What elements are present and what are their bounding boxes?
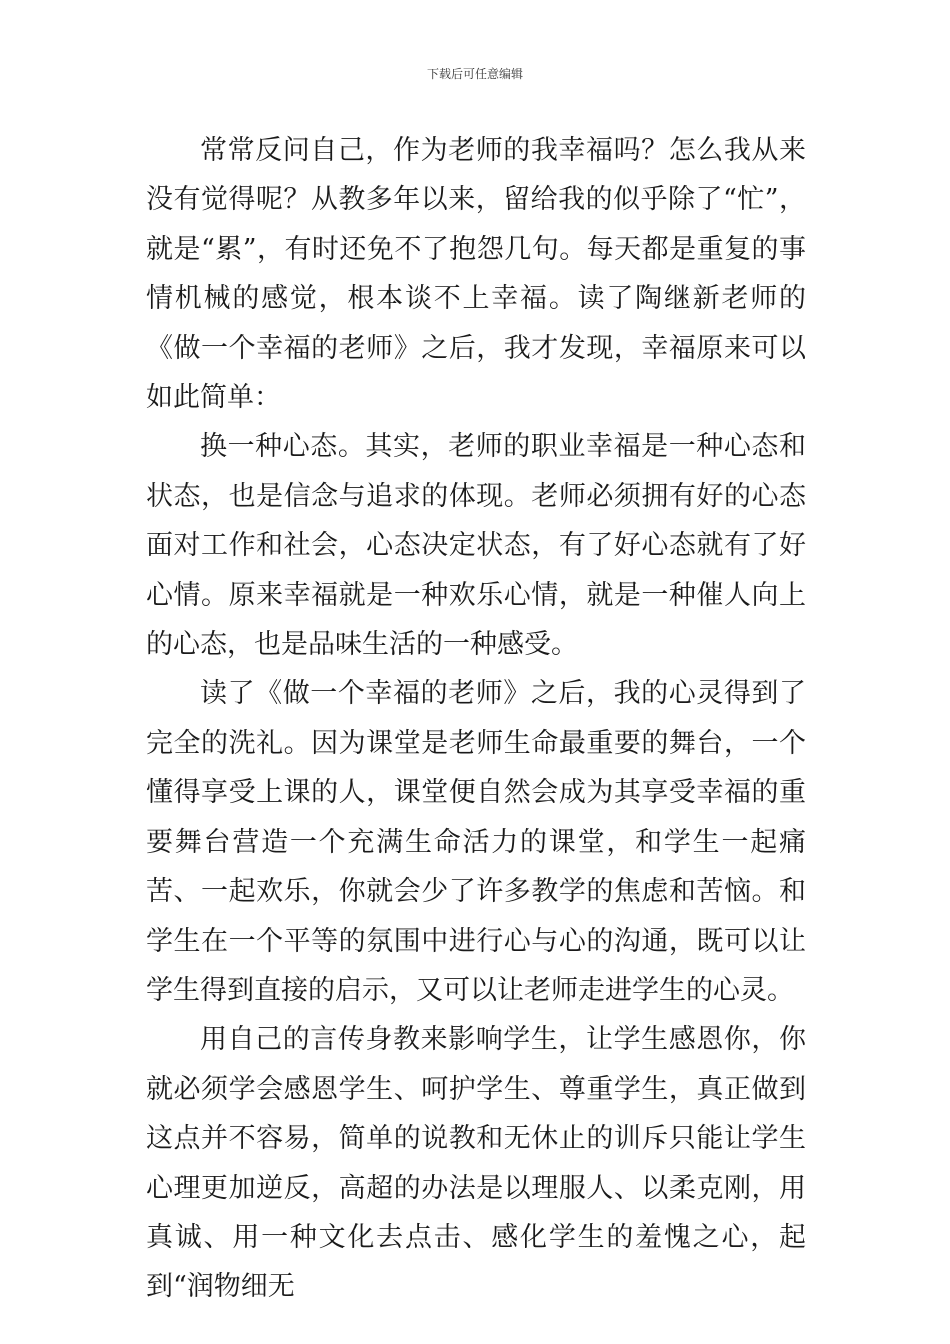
paragraph-2: 换一种心态。其实，老师的职业幸福是一种心态和状态，也是信念与追求的体现。老师必须拥有好的心态面对工作和社会，心态决定状态，有了好心态就有了好心情。原来幸福就是一种欢乐心情，就是一种催人向上的心态，也是品味生活的一种感受。 [146,431,806,661]
paragraph-3: 读了《做一个幸福的老师》之后，我的心灵得到了完全的洗礼。因为课堂是老师生命最重要的舞台，一个懂得享受上课的人，课堂便自然会成为其享受幸福的重要舞台营造一个充满生命活力的课堂，和学生一起痛苦、一起欢乐，你就会少了许多教学的焦虑和苦恼。和学生在一个平等的氛围中进行心与心的沟通，既可以让学生得到直接的启示，又可以让老师走进学生的心灵。 [146,678,806,1006]
paragraph-4: 用自己的言传身教来影响学生，让学生感恩你，你就必须学会感恩学生、呵护学生、尊重学生，真正做到这点并不容易，简单的说教和无休止的训斥只能让学生心理更加逆反，高超的办法是以理服人、以柔克刚，用真诚、用一种文化去点击、感化学生的羞愧之心，起到“润物细无 [146,1024,806,1303]
paragraph-1: 常常反问自己，作为老师的我幸福吗？怎么我从来没有觉得呢？从教多年以来，留给我的似乎除了“忙”，就是“累”，有时还免不了抱怨几句。每天都是重复的事情机械的感觉，根本谈不上幸福。读了陶继新老师的《做一个幸福的老师》之后，我才发现，幸福原来可以如此简单： [146,135,806,414]
document-body [146,126,806,1312]
page-header: 下载后可任意编辑 [426,67,523,81]
